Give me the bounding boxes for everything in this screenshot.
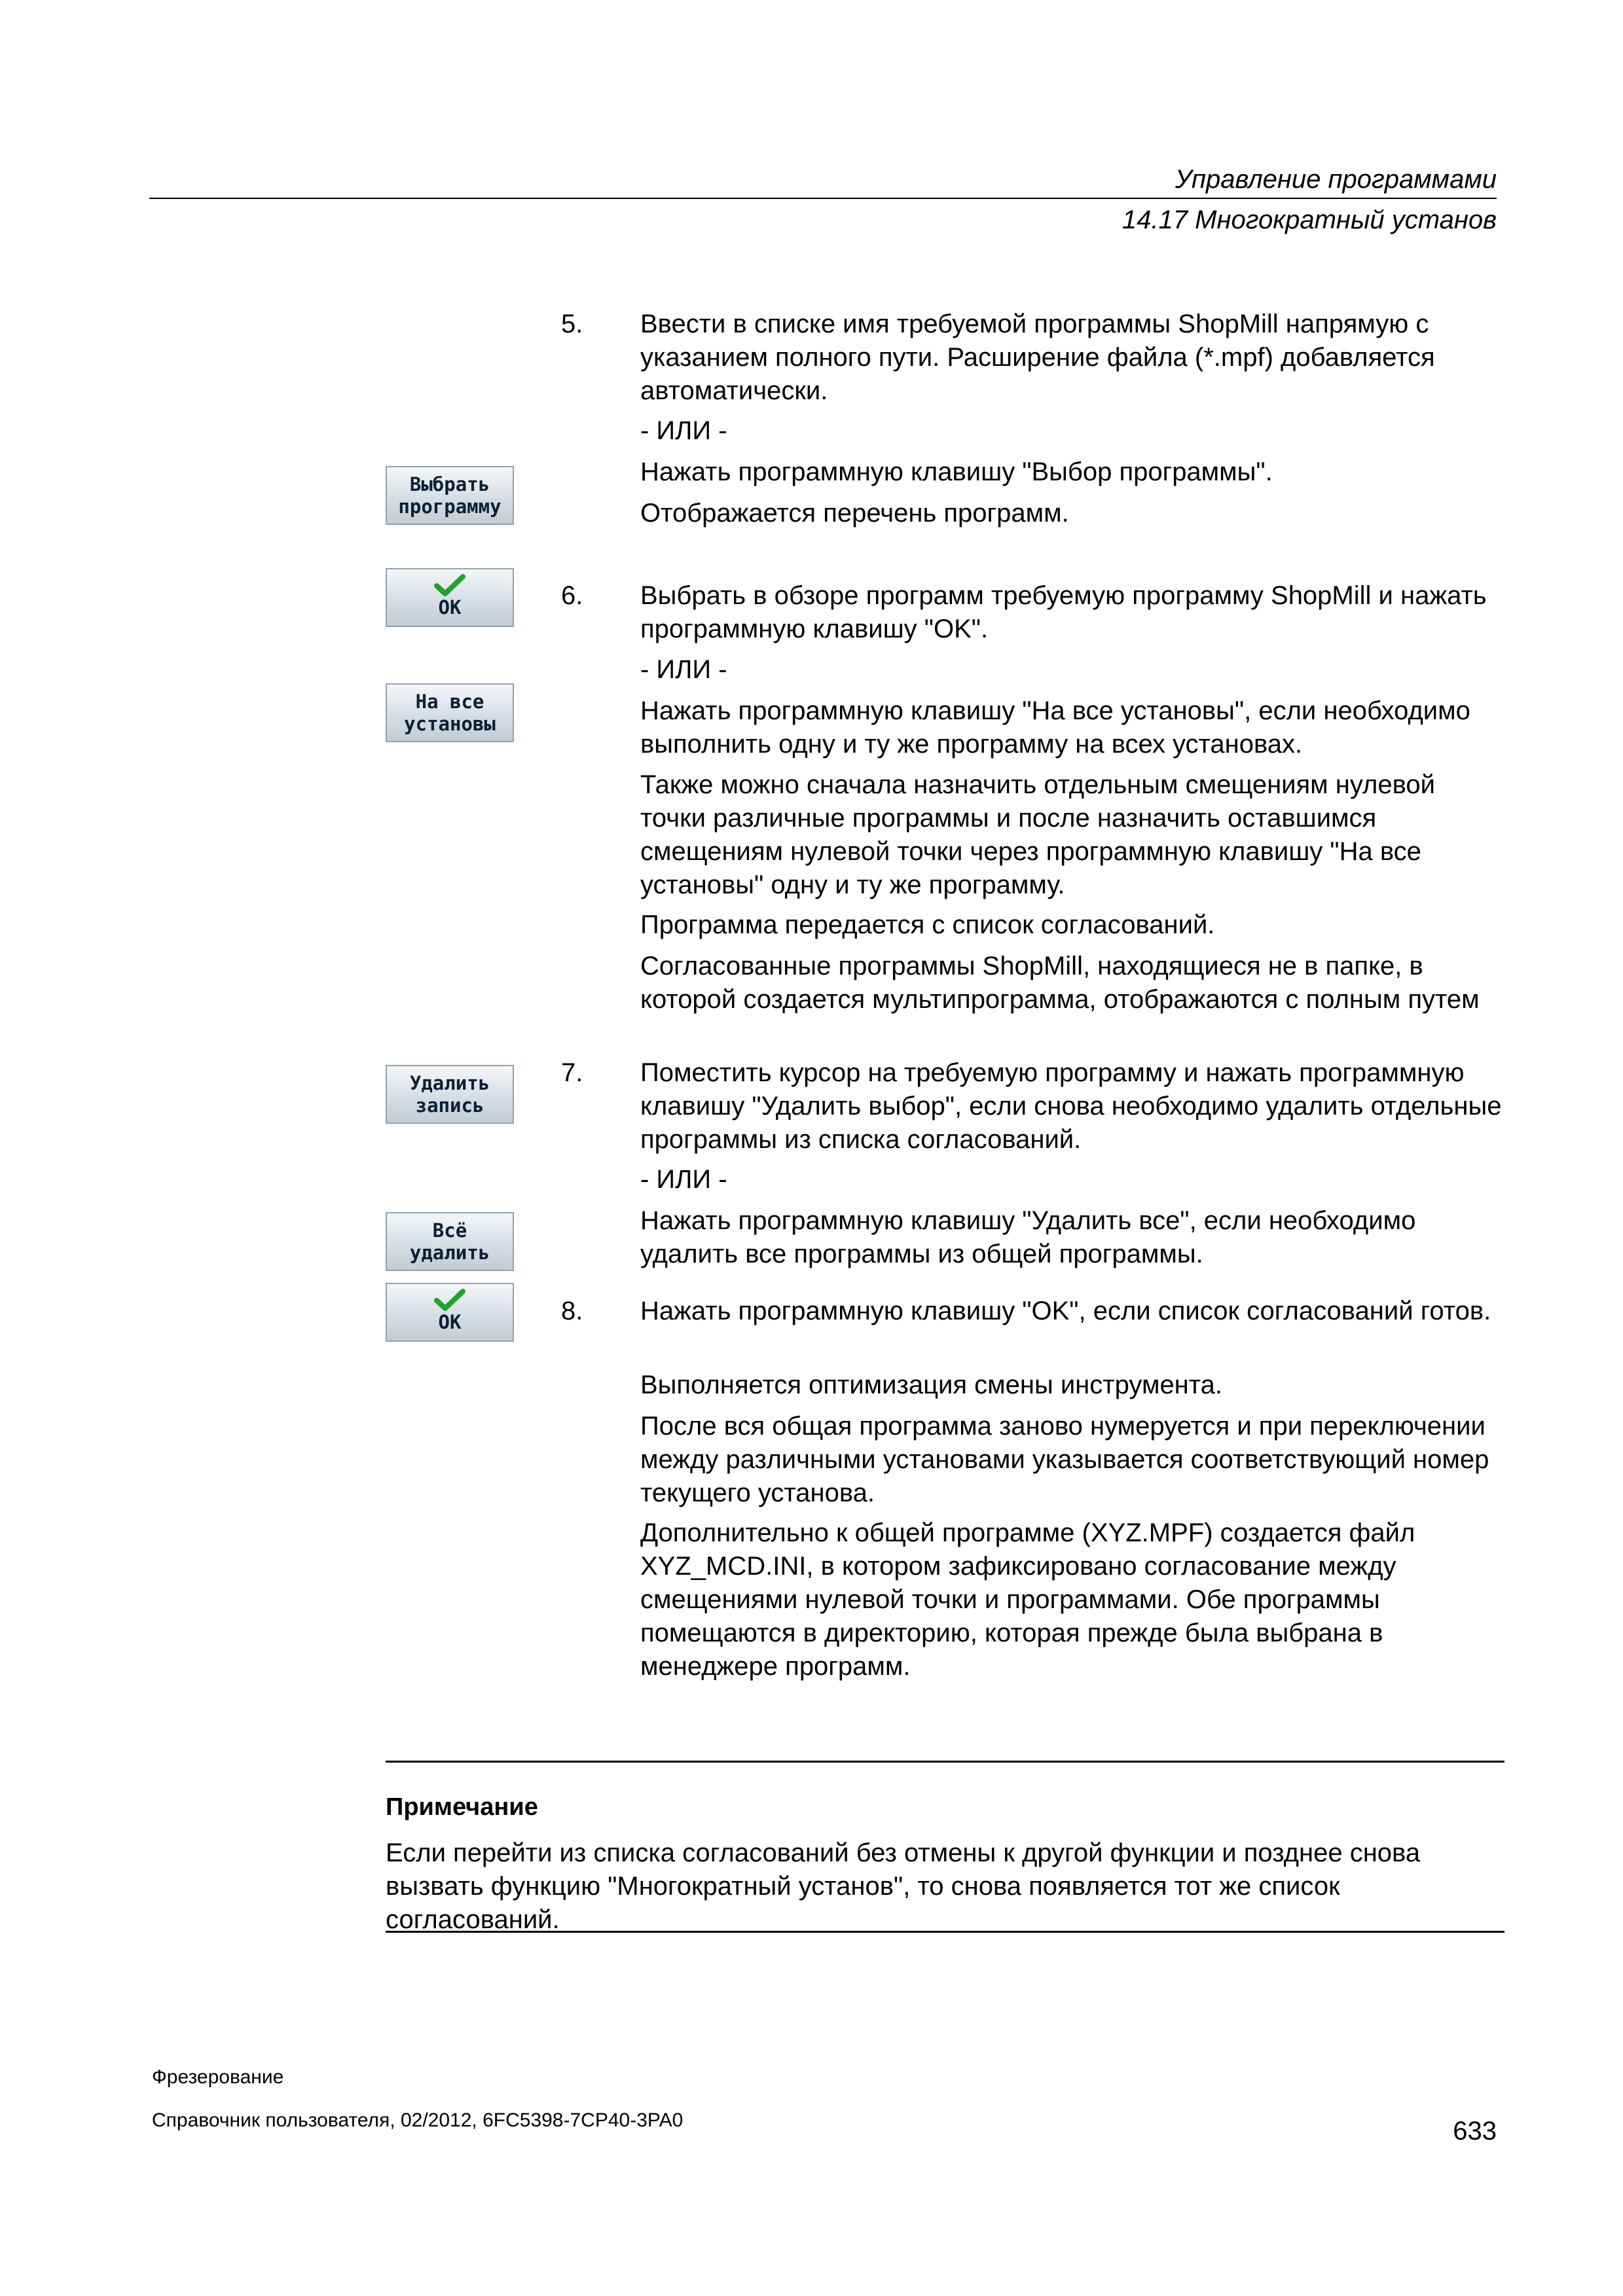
step-paragraph: Нажать программную клавишу "OK", если список согласований готов. (640, 1297, 1491, 1325)
or-separator: - ИЛИ - (640, 655, 727, 684)
running-header-chapter: Управление программами (1175, 165, 1497, 194)
checkmark-icon (434, 574, 465, 596)
softkey-label-line1: Выбрать (409, 473, 490, 495)
step-paragraph: Нажать программную клавишу "На все установы", если необходимо выполнить одну и ту же программу на всех установах. (640, 696, 1470, 759)
softkey-label-line2: удалить (409, 1242, 490, 1264)
or-separator: - ИЛИ - (640, 1165, 727, 1194)
softkey-label-line2: программу (398, 495, 501, 518)
footer-product: Фрезерование (152, 2066, 284, 2088)
ok-softkey (386, 568, 514, 627)
note-title: Примечание (386, 1793, 538, 1821)
note-top-rule (386, 1761, 1504, 1763)
step-paragraph: Программа передается с список согласований. (640, 910, 1215, 939)
header-rule (149, 198, 1497, 199)
step-paragraph: После вся общая программа заново нумеруется и при переключении между различными установами указывается соответствующий номер текущего установа. (640, 1412, 1489, 1507)
step-paragraph: Поместить курсор на требуемую программу и нажать программную клавишу "Удалить выбор", если снова необходимо удалить отдельные программы из списка согласований. (640, 1058, 1502, 1154)
softkey-label-line1: Всё (432, 1219, 467, 1242)
delete-entry-softkey (386, 1065, 514, 1124)
note-text: Если перейти из списка согласований без отмены к другой функции и позднее снова вызвать функцию "Многократный установ", то снова появляется тот же список согласований. (386, 1839, 1421, 1934)
step-paragraph: Дополнительно к общей программе (XYZ.MPF) создается файл XYZ_MCD.INI, в котором зафиксировано согласование между смещениями нулевой точки и программами. Обе программы помещаются в директорию, которая прежде была выбрана в менеджере программ. (640, 1518, 1415, 1681)
all-setups-softkey (386, 683, 514, 742)
step-paragraph: Отображается перечень программ. (640, 499, 1069, 528)
footer-manual-info: Справочник пользователя, 02/2012, 6FC5398-7CP40-3PA0 (152, 2109, 684, 2131)
or-separator: - ИЛИ - (640, 416, 727, 445)
step-paragraph: Также можно сначала назначить отдельным смещениям нулевой точки различные программы и после назначить оставшимся смещениям нулевой точки через программную клавишу "На все установы" одну и ту же программу. (640, 770, 1435, 899)
step-paragraph: Нажать программную клавишу "Удалить все", если необходимо удалить все программы из общей программы. (640, 1206, 1416, 1268)
softkey-label: OK (438, 596, 462, 619)
running-header-section: 14.17 Многократный установ (1122, 206, 1497, 234)
softkey-label-line1: На все (415, 691, 484, 713)
ok-softkey-2 (386, 1283, 514, 1342)
step-number: 8. (561, 1297, 583, 1325)
page-number: 633 (1453, 2117, 1497, 2145)
softkey-label-line2: установы (404, 713, 496, 735)
step-paragraph: Ввести в списке имя требуемой программы ShopMill напрямую с указанием полного пути. Расширение файла (*.mpf) добавляется автоматически. (640, 310, 1435, 405)
step-paragraph: Выбрать в обзоре программ требуемую программу ShopMill и нажать программную клавишу "OK". (640, 581, 1487, 643)
step-number: 5. (561, 310, 583, 338)
step-number: 6. (561, 581, 583, 610)
step-paragraph: Нажать программную клавишу "Выбор программы". (640, 457, 1273, 486)
step-paragraph: Согласованные программы ShopMill, находящиеся не в папке, в которой создается мультипрограмма, отображаются с полным путем (640, 952, 1480, 1014)
note-bottom-rule (386, 1931, 1504, 1933)
select-program-softkey (386, 466, 514, 525)
step-number: 7. (561, 1058, 583, 1087)
softkey-label: OK (438, 1311, 462, 1333)
step-paragraph: Выполняется оптимизация смены инструмента. (640, 1371, 1223, 1399)
checkmark-icon (434, 1289, 465, 1311)
softkey-label-line1: Удалить (409, 1072, 490, 1094)
softkey-label-line2: запись (415, 1094, 484, 1117)
delete-all-softkey (386, 1212, 514, 1271)
